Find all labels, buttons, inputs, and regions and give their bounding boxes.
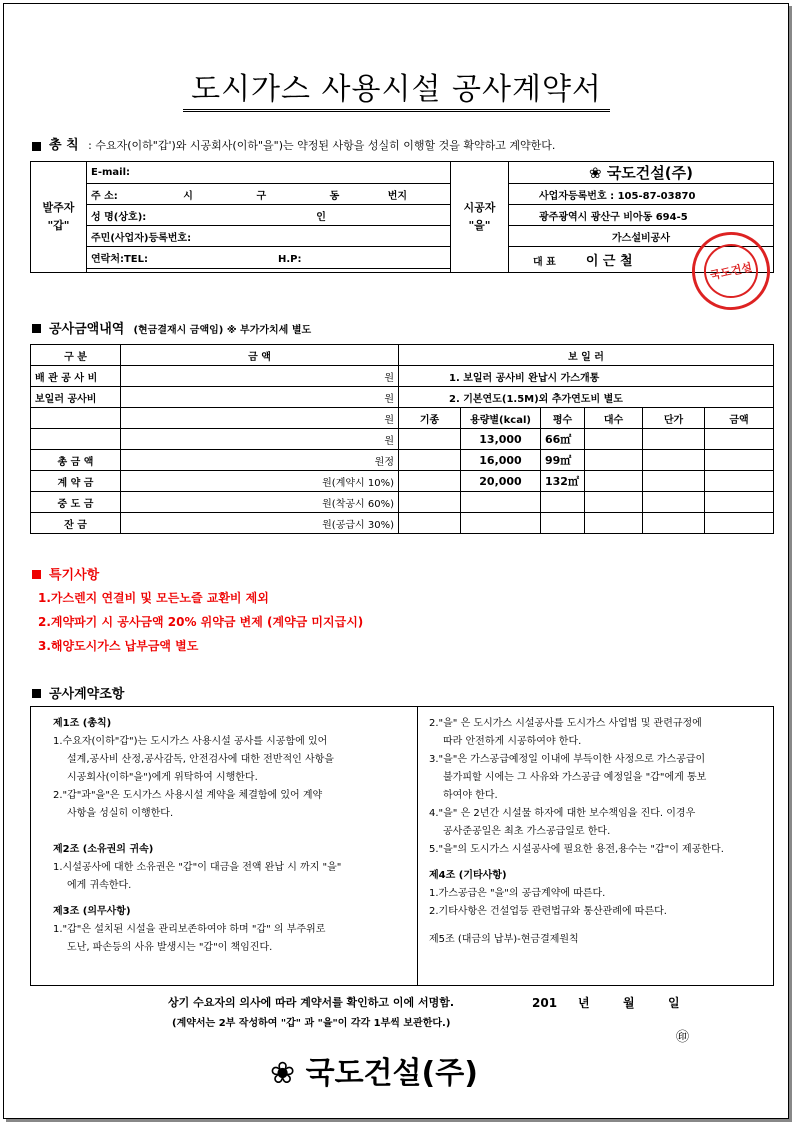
special-item: 1.가스렌지 연결비 및 모든노즐 교환비 제외 [38, 591, 269, 605]
col-header-amount: 금 액 [121, 345, 399, 366]
special-items [38, 586, 363, 658]
boiler-col-header: 금액 [705, 408, 774, 429]
client-name: 성 명(상호): 인 [87, 205, 451, 226]
cell [705, 513, 774, 534]
cell [399, 513, 461, 534]
cell [541, 492, 585, 513]
boiler-col-header: 평수 [541, 408, 585, 429]
terms-right-column: 2."을" 은 도시가스 시설공사를 도시가스 사업법 및 관련규정에 따라 안전하게 시공하여야 한다. 3."을"은 가스공급예정일 이내에 부득이한 사정으로 가스공급이 불가피할 시에는 그 사유와 가스공급 예정일을 "갑"에게 통보 하여야 한다. 4."을" 은 2년간 시설물 하자에 대한 보수책임을 진다. 이경우 공사준공일은 최초 가스공급일로 한다. 5."을"의 도시가스 시설공사에 필요한 용전,용수는 "갑"이 제공한다. 제4조 (기타사항) 1.가스공급은 "을"의 공급계약에 따른다. 2.기타사항은 건설업등 관련법규와 통산관례에 따른다. 제5조 (대금의 납부)-현금결제원칙 [429, 718, 724, 945]
row-amount: 원정 [121, 450, 399, 471]
bullet-square-icon [32, 324, 41, 333]
terms-section-header: 공사계약조항 [32, 683, 124, 702]
cell [585, 471, 643, 492]
bullet-square-icon [32, 570, 41, 579]
cell [399, 492, 461, 513]
company-logo-icon: ❀ [589, 164, 602, 182]
col-header-item: 구 분 [31, 345, 121, 366]
col-header-boiler: 보 일 러 [399, 345, 774, 366]
row-label: 계 약 금 [31, 471, 121, 492]
terms-box [30, 706, 774, 986]
contractor-company: ❀ 국도건설(주) [509, 162, 774, 184]
cell [643, 429, 705, 450]
contractor-type: 가스설비공사 [509, 226, 774, 247]
copies-text: (계약서는 2부 작성하여 "갑" 과 "을"이 각각 1부씩 보관한다.) [172, 1018, 451, 1029]
cell [399, 471, 461, 492]
row-label [31, 408, 121, 429]
row-amount: 원 [121, 429, 399, 450]
area-value: 132㎡ [541, 471, 585, 492]
cell [585, 450, 643, 471]
cell [705, 492, 774, 513]
boiler-note: 1. 보일러 공사비 완납시 가스개통 [399, 366, 774, 387]
cell [643, 471, 705, 492]
footer-company: ❀ 국도건설(주) [270, 1056, 478, 1091]
capacity-value: 20,000 [461, 471, 541, 492]
row-label: 중 도 금 [31, 492, 121, 513]
capacity-value: 13,000 [461, 429, 541, 450]
special-item: 2.계약파기 시 공사금액 20% 위약금 변제 (계약금 미지급시) [38, 615, 364, 629]
document-title: 도시가스 사용시설 공사계약서 [0, 64, 793, 108]
row-label: 보일러 공사비 [31, 387, 121, 408]
row-amount: 원(착공시 60%) [121, 492, 399, 513]
signature-seal-mark: ㊞ [676, 1030, 690, 1045]
cell [461, 513, 541, 534]
confirm-text: 상기 수요자의 의사에 따라 계약서를 확인하고 이에 서명함. [168, 996, 455, 1009]
area-value: 66㎡ [541, 429, 585, 450]
cell [705, 450, 774, 471]
general-clause: 총 칙 : 수요자(이하"갑')와 시공회사(이하"을")는 약정된 사항을 성실히 이행할 것을 확약하고 계약한다. [32, 134, 555, 153]
area-value: 99㎡ [541, 450, 585, 471]
bullet-square-icon [32, 689, 41, 698]
row-label [31, 429, 121, 450]
capacity-value: 16,000 [461, 450, 541, 471]
special-section-header: 특기사항 [32, 564, 99, 583]
cell [585, 513, 643, 534]
client-id-number: 주민(사업자)등록번호: [87, 226, 451, 247]
cell [643, 450, 705, 471]
company-logo-icon: ❀ [270, 1056, 296, 1091]
row-amount: 원 [121, 387, 399, 408]
cell [541, 513, 585, 534]
cell [643, 513, 705, 534]
row-amount: 원(계약시 10%) [121, 471, 399, 492]
row-label: 배 관 공 사 비 [31, 366, 121, 387]
terms-left-column: 제1조 (총칙) 1.수요자(이하"갑")는 도시가스 사용시설 공사를 시공함에 있어 설계,공사비 산정,공사감독, 안전검사에 대한 전반적인 사항을 시공회사(이하"을")에게 위탁하여 시행한다. 2."갑"과"을"은 도시가스 사용시설 계약을 체결함에 있어 계약 사항을 성실히 이행한다. 제2조 (소유권의 귀속) 1.시설공사에 대한 소유권은 "갑"이 대금을 전액 완납 시 까지 "을" 에게 귀속한다. 제3조 (의무사항) 1."갑"은 설치된 시설을 관리보존하여야 하며 "갑" 의 부주위로 도난, 파손등의 사유 발생시는 "갑"이 책임진다. [53, 718, 342, 953]
terms-divider [417, 707, 418, 985]
contractor-header: 시공자 "을" [451, 162, 509, 273]
row-amount: 원 [121, 408, 399, 429]
client-header: 발주자 "갑" [31, 162, 87, 273]
cell [399, 450, 461, 471]
cell [705, 429, 774, 450]
client-email: E-mail: [87, 162, 451, 184]
amount-table [30, 344, 774, 534]
boiler-col-header: 대수 [585, 408, 643, 429]
contractor-address: 광주광역시 광산구 비아동 694-5 [509, 205, 774, 226]
cell [585, 429, 643, 450]
client-contact: 연락처:TEL: H.P: [87, 247, 451, 269]
cell [399, 429, 461, 450]
bullet-square-icon [32, 142, 41, 151]
client-address: 주 소: 시 구 동 번지 [87, 184, 451, 205]
cell [585, 492, 643, 513]
boiler-col-header: 단가 [643, 408, 705, 429]
date-line: 201 년 월 일 [532, 996, 680, 1010]
row-amount: 원(공급시 30%) [121, 513, 399, 534]
contractor-biz-no: 사업자등록번호 : 105-87-03870 [509, 184, 774, 205]
cell [643, 492, 705, 513]
row-label: 잔 금 [31, 513, 121, 534]
cell [705, 471, 774, 492]
contractor-rep: 대 표 이 근 철 [509, 247, 774, 273]
client-spacer [87, 269, 451, 273]
special-item: 3.해양도시가스 납부금액 별도 [38, 639, 199, 653]
boiler-col-header: 용량별(kcal) [461, 408, 541, 429]
cell [461, 492, 541, 513]
boiler-note: 2. 기본연도(1.5M)외 추가연도비 별도 [399, 387, 774, 408]
row-amount: 원 [121, 366, 399, 387]
amount-section-header: 공사금액내역 (현금결재시 금액임) ※ 부가가치세 별도 [32, 318, 311, 337]
company-seal-stamp: 국도건설 [685, 225, 778, 318]
row-label: 총 금 액 [31, 450, 121, 471]
boiler-col-header: 기종 [399, 408, 461, 429]
parties-table [30, 161, 774, 273]
